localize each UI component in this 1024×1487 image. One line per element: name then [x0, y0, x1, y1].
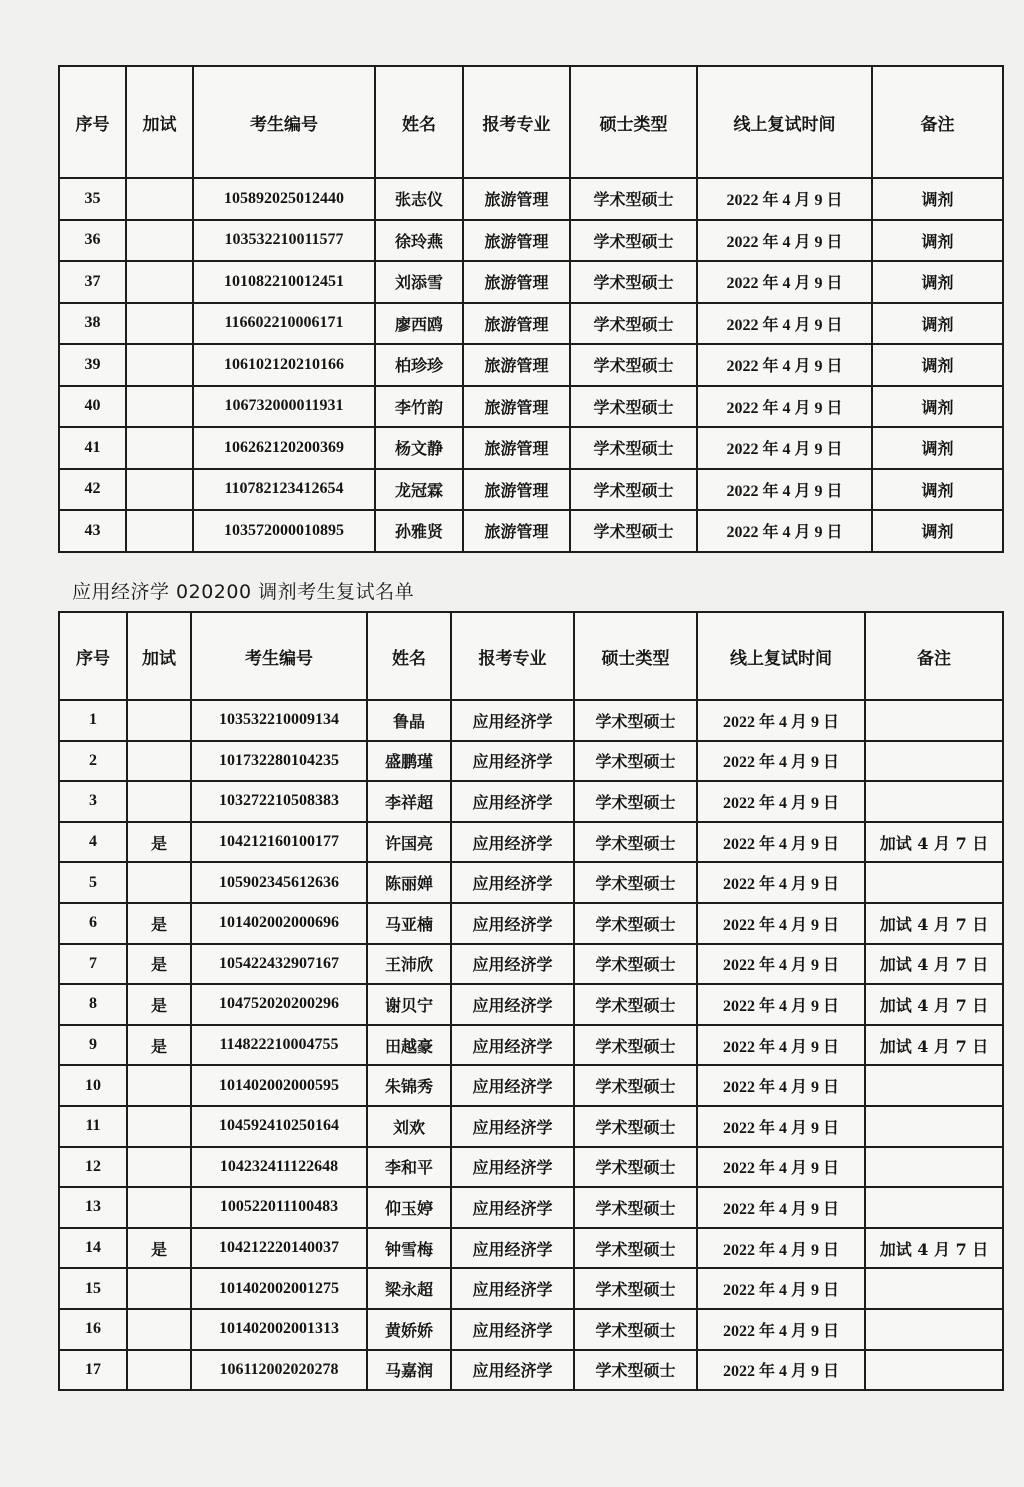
- cell-name: 许国亮: [367, 822, 451, 863]
- cell-remark: [865, 781, 1003, 822]
- table-row: [59, 427, 1003, 469]
- candidate-table-tourism: [58, 65, 1004, 553]
- cell-no: 42: [59, 469, 126, 511]
- cell-degree-type: 学术型硕士: [574, 1025, 697, 1066]
- cell-name: 李和平: [367, 1147, 451, 1188]
- cell-no: 2: [59, 741, 127, 782]
- cell-degree-type: 学术型硕士: [570, 510, 697, 552]
- cell-remark: 加试 4 月 7 日: [865, 1025, 1003, 1066]
- cell-no: 5: [59, 862, 127, 903]
- cell-extra-exam: [126, 178, 193, 220]
- table-row: [59, 386, 1003, 428]
- cell-interview-time: 2022 年 4 月 9 日: [697, 386, 872, 428]
- cell-no: 16: [59, 1309, 127, 1350]
- cell-candidate-id: 101732280104235: [191, 741, 367, 782]
- section-title: 应用经济学 020200 调剂考生复试名单: [72, 581, 415, 603]
- table-row: [59, 903, 1003, 944]
- cell-interview-time: 2022 年 4 月 9 日: [697, 1065, 865, 1106]
- cell-major: 应用经济学: [451, 1106, 574, 1147]
- table-row: [59, 1350, 1003, 1391]
- cell-major: 旅游管理: [463, 510, 570, 552]
- cell-interview-time: 2022 年 4 月 9 日: [697, 1268, 865, 1309]
- cell-major: 应用经济学: [451, 822, 574, 863]
- cell-name: 柏珍珍: [375, 344, 463, 386]
- cell-name: 李竹韵: [375, 386, 463, 428]
- cell-remark: 加试 4 月 7 日: [865, 1228, 1003, 1269]
- cell-degree-type: 学术型硕士: [570, 469, 697, 511]
- cell-extra-exam: 是: [127, 944, 191, 985]
- table-row: [59, 303, 1003, 345]
- cell-interview-time: 2022 年 4 月 9 日: [697, 903, 865, 944]
- cell-candidate-id: 103272210508383: [191, 781, 367, 822]
- cell-major: 旅游管理: [463, 427, 570, 469]
- cell-candidate-id: 105902345612636: [191, 862, 367, 903]
- cell-candidate-id: 100522011100483: [191, 1187, 367, 1228]
- cell-no: 10: [59, 1065, 127, 1106]
- cell-no: 37: [59, 261, 126, 303]
- cell-degree-type: 学术型硕士: [574, 1065, 697, 1106]
- cell-remark: 加试 4 月 7 日: [865, 822, 1003, 863]
- cell-name: 马嘉润: [367, 1350, 451, 1391]
- cell-no: 1: [59, 700, 127, 741]
- cell-major: 应用经济学: [451, 1309, 574, 1350]
- cell-interview-time: 2022 年 4 月 9 日: [697, 303, 872, 345]
- cell-candidate-id: 101402002001313: [191, 1309, 367, 1350]
- cell-interview-time: 2022 年 4 月 9 日: [697, 984, 865, 1025]
- cell-remark: 调剂: [872, 261, 1003, 303]
- cell-major: 旅游管理: [463, 386, 570, 428]
- cell-name: 马亚楠: [367, 903, 451, 944]
- cell-degree-type: 学术型硕士: [574, 1309, 697, 1350]
- cell-name: 梁永超: [367, 1268, 451, 1309]
- cell-remark: [865, 741, 1003, 782]
- table-body: [59, 700, 1003, 1390]
- cell-degree-type: 学术型硕士: [570, 344, 697, 386]
- cell-major: 应用经济学: [451, 781, 574, 822]
- cell-name: 李祥超: [367, 781, 451, 822]
- cell-interview-time: 2022 年 4 月 9 日: [697, 1025, 865, 1066]
- cell-remark: [865, 1147, 1003, 1188]
- cell-candidate-id: 110782123412654: [193, 469, 375, 511]
- cell-no: 36: [59, 220, 126, 262]
- cell-candidate-id: 101402002001275: [191, 1268, 367, 1309]
- cell-name: 朱锦秀: [367, 1065, 451, 1106]
- cell-candidate-id: 104752020200296: [191, 984, 367, 1025]
- cell-degree-type: 学术型硕士: [570, 303, 697, 345]
- cell-extra-exam: [127, 700, 191, 741]
- cell-no: 39: [59, 344, 126, 386]
- table-row: [59, 1065, 1003, 1106]
- cell-major: 应用经济学: [451, 1228, 574, 1269]
- cell-candidate-id: 104212220140037: [191, 1228, 367, 1269]
- cell-extra-exam: [127, 1065, 191, 1106]
- cell-remark: 调剂: [872, 386, 1003, 428]
- cell-extra-exam: [126, 220, 193, 262]
- cell-no: 43: [59, 510, 126, 552]
- cell-remark: 调剂: [872, 510, 1003, 552]
- cell-extra-exam: [127, 781, 191, 822]
- cell-degree-type: 学术型硕士: [574, 1147, 697, 1188]
- cell-no: 35: [59, 178, 126, 220]
- cell-major: 应用经济学: [451, 1268, 574, 1309]
- header-no: 序号: [59, 612, 127, 700]
- cell-remark: [865, 1268, 1003, 1309]
- cell-candidate-id: 104212160100177: [191, 822, 367, 863]
- cell-degree-type: 学术型硕士: [574, 781, 697, 822]
- cell-no: 13: [59, 1187, 127, 1228]
- cell-degree-type: 学术型硕士: [574, 1350, 697, 1391]
- cell-remark: 调剂: [872, 344, 1003, 386]
- cell-degree-type: 学术型硕士: [574, 944, 697, 985]
- cell-interview-time: 2022 年 4 月 9 日: [697, 220, 872, 262]
- header-interview-time: 线上复试时间: [697, 66, 872, 178]
- cell-candidate-id: 116602210006171: [193, 303, 375, 345]
- cell-major: 应用经济学: [451, 700, 574, 741]
- cell-candidate-id: 105422432907167: [191, 944, 367, 985]
- cell-extra-exam: [126, 510, 193, 552]
- cell-degree-type: 学术型硕士: [574, 903, 697, 944]
- table-row: [59, 220, 1003, 262]
- cell-interview-time: 2022 年 4 月 9 日: [697, 469, 872, 511]
- cell-name: 刘添雪: [375, 261, 463, 303]
- cell-major: 旅游管理: [463, 469, 570, 511]
- cell-major: 旅游管理: [463, 261, 570, 303]
- cell-candidate-id: 104592410250164: [191, 1106, 367, 1147]
- cell-no: 11: [59, 1106, 127, 1147]
- cell-extra-exam: 是: [127, 984, 191, 1025]
- cell-interview-time: 2022 年 4 月 9 日: [697, 1147, 865, 1188]
- cell-interview-time: 2022 年 4 月 9 日: [697, 510, 872, 552]
- cell-major: 应用经济学: [451, 1025, 574, 1066]
- cell-interview-time: 2022 年 4 月 9 日: [697, 781, 865, 822]
- cell-extra-exam: [127, 1187, 191, 1228]
- cell-candidate-id: 103532210009134: [191, 700, 367, 741]
- cell-degree-type: 学术型硕士: [574, 1228, 697, 1269]
- cell-interview-time: 2022 年 4 月 9 日: [697, 261, 872, 303]
- cell-extra-exam: [126, 261, 193, 303]
- table-row: [59, 1268, 1003, 1309]
- table-row: [59, 1147, 1003, 1188]
- cell-remark: 调剂: [872, 469, 1003, 511]
- cell-major: 应用经济学: [451, 944, 574, 985]
- cell-interview-time: 2022 年 4 月 9 日: [697, 1187, 865, 1228]
- cell-extra-exam: 是: [127, 1228, 191, 1269]
- cell-interview-time: 2022 年 4 月 9 日: [697, 1350, 865, 1391]
- cell-no: 9: [59, 1025, 127, 1066]
- cell-interview-time: 2022 年 4 月 9 日: [697, 822, 865, 863]
- table-header-row: [59, 612, 1003, 700]
- cell-remark: [865, 1187, 1003, 1228]
- header-name: 姓名: [367, 612, 451, 700]
- cell-extra-exam: [127, 1350, 191, 1391]
- cell-extra-exam: [126, 469, 193, 511]
- cell-extra-exam: [126, 303, 193, 345]
- cell-major: 应用经济学: [451, 1065, 574, 1106]
- cell-degree-type: 学术型硕士: [574, 1268, 697, 1309]
- cell-no: 17: [59, 1350, 127, 1391]
- cell-candidate-id: 106102120210166: [193, 344, 375, 386]
- cell-candidate-id: 101402002000595: [191, 1065, 367, 1106]
- cell-extra-exam: 是: [127, 903, 191, 944]
- cell-major: 应用经济学: [451, 984, 574, 1025]
- cell-remark: [865, 1350, 1003, 1391]
- cell-extra-exam: [126, 386, 193, 428]
- cell-name: 王沛欣: [367, 944, 451, 985]
- cell-remark: [865, 1309, 1003, 1350]
- table-row: [59, 469, 1003, 511]
- cell-name: 陈丽婵: [367, 862, 451, 903]
- cell-interview-time: 2022 年 4 月 9 日: [697, 344, 872, 386]
- cell-name: 黄娇娇: [367, 1309, 451, 1350]
- cell-degree-type: 学术型硕士: [574, 1187, 697, 1228]
- header-interview-time: 线上复试时间: [697, 612, 865, 700]
- table-row: [59, 510, 1003, 552]
- cell-extra-exam: [127, 1106, 191, 1147]
- cell-extra-exam: [126, 344, 193, 386]
- cell-name: 鲁晶: [367, 700, 451, 741]
- cell-remark: 调剂: [872, 303, 1003, 345]
- cell-name: 廖西鸥: [375, 303, 463, 345]
- cell-major: 应用经济学: [451, 862, 574, 903]
- cell-extra-exam: 是: [127, 822, 191, 863]
- table-row: [59, 822, 1003, 863]
- cell-remark: 调剂: [872, 178, 1003, 220]
- cell-remark: 调剂: [872, 427, 1003, 469]
- cell-interview-time: 2022 年 4 月 9 日: [697, 1106, 865, 1147]
- cell-interview-time: 2022 年 4 月 9 日: [697, 1228, 865, 1269]
- cell-major: 应用经济学: [451, 903, 574, 944]
- cell-name: 钟雪梅: [367, 1228, 451, 1269]
- header-remark: 备注: [865, 612, 1003, 700]
- cell-remark: 调剂: [872, 220, 1003, 262]
- cell-no: 3: [59, 781, 127, 822]
- cell-degree-type: 学术型硕士: [574, 1106, 697, 1147]
- cell-no: 8: [59, 984, 127, 1025]
- table-row: [59, 741, 1003, 782]
- cell-interview-time: 2022 年 4 月 9 日: [697, 700, 865, 741]
- table-row: [59, 344, 1003, 386]
- cell-degree-type: 学术型硕士: [574, 700, 697, 741]
- header-candidate-id: 考生编号: [193, 66, 375, 178]
- cell-candidate-id: 103532210011577: [193, 220, 375, 262]
- table-row: [59, 862, 1003, 903]
- cell-extra-exam: [127, 1309, 191, 1350]
- cell-degree-type: 学术型硕士: [574, 822, 697, 863]
- cell-name: 徐玲燕: [375, 220, 463, 262]
- cell-candidate-id: 104232411122648: [191, 1147, 367, 1188]
- cell-major: 旅游管理: [463, 344, 570, 386]
- cell-name: 刘欢: [367, 1106, 451, 1147]
- cell-name: 张志仪: [375, 178, 463, 220]
- cell-candidate-id: 106262120200369: [193, 427, 375, 469]
- cell-candidate-id: 114822210004755: [191, 1025, 367, 1066]
- cell-major: 应用经济学: [451, 1147, 574, 1188]
- cell-name: 龙冠霖: [375, 469, 463, 511]
- cell-candidate-id: 106732000011931: [193, 386, 375, 428]
- cell-degree-type: 学术型硕士: [570, 386, 697, 428]
- header-extra-exam: 加试: [127, 612, 191, 700]
- cell-candidate-id: 105892025012440: [193, 178, 375, 220]
- cell-interview-time: 2022 年 4 月 9 日: [697, 862, 865, 903]
- table-row: [59, 1025, 1003, 1066]
- cell-name: 盛鹏瑾: [367, 741, 451, 782]
- table-row: [59, 984, 1003, 1025]
- cell-name: 仰玉婷: [367, 1187, 451, 1228]
- table-header-row: [59, 66, 1003, 178]
- candidate-table-applied-economics: [58, 611, 1004, 1391]
- cell-interview-time: 2022 年 4 月 9 日: [697, 944, 865, 985]
- cell-extra-exam: [127, 1268, 191, 1309]
- header-extra-exam: 加试: [126, 66, 193, 178]
- cell-degree-type: 学术型硕士: [570, 220, 697, 262]
- cell-degree-type: 学术型硕士: [574, 862, 697, 903]
- cell-remark: [865, 862, 1003, 903]
- cell-extra-exam: 是: [127, 1025, 191, 1066]
- cell-remark: [865, 1065, 1003, 1106]
- cell-no: 40: [59, 386, 126, 428]
- table-row: [59, 944, 1003, 985]
- cell-name: 杨文静: [375, 427, 463, 469]
- cell-degree-type: 学术型硕士: [574, 984, 697, 1025]
- cell-degree-type: 学术型硕士: [570, 261, 697, 303]
- table-row: [59, 1228, 1003, 1269]
- cell-candidate-id: 106112002020278: [191, 1350, 367, 1391]
- cell-no: 14: [59, 1228, 127, 1269]
- header-candidate-id: 考生编号: [191, 612, 367, 700]
- cell-interview-time: 2022 年 4 月 9 日: [697, 741, 865, 782]
- header-major: 报考专业: [451, 612, 574, 700]
- header-degree-type: 硕士类型: [574, 612, 697, 700]
- cell-degree-type: 学术型硕士: [570, 178, 697, 220]
- cell-degree-type: 学术型硕士: [574, 741, 697, 782]
- table-row: [59, 781, 1003, 822]
- header-name: 姓名: [375, 66, 463, 178]
- cell-major: 旅游管理: [463, 220, 570, 262]
- cell-remark: 加试 4 月 7 日: [865, 984, 1003, 1025]
- table-row: [59, 1106, 1003, 1147]
- cell-no: 15: [59, 1268, 127, 1309]
- table-row: [59, 1187, 1003, 1228]
- cell-remark: [865, 700, 1003, 741]
- header-remark: 备注: [872, 66, 1003, 178]
- cell-degree-type: 学术型硕士: [570, 427, 697, 469]
- cell-remark: 加试 4 月 7 日: [865, 903, 1003, 944]
- table-row: [59, 1309, 1003, 1350]
- cell-name: 田越豪: [367, 1025, 451, 1066]
- cell-candidate-id: 103572000010895: [193, 510, 375, 552]
- cell-name: 孙雅贤: [375, 510, 463, 552]
- cell-candidate-id: 101082210012451: [193, 261, 375, 303]
- cell-major: 旅游管理: [463, 178, 570, 220]
- cell-major: 应用经济学: [451, 1350, 574, 1391]
- table-body: [59, 178, 1003, 552]
- cell-no: 6: [59, 903, 127, 944]
- cell-interview-time: 2022 年 4 月 9 日: [697, 1309, 865, 1350]
- cell-name: 谢贝宁: [367, 984, 451, 1025]
- cell-no: 41: [59, 427, 126, 469]
- cell-extra-exam: [127, 862, 191, 903]
- cell-interview-time: 2022 年 4 月 9 日: [697, 427, 872, 469]
- cell-extra-exam: [126, 427, 193, 469]
- header-major: 报考专业: [463, 66, 570, 178]
- cell-no: 7: [59, 944, 127, 985]
- cell-extra-exam: [127, 1147, 191, 1188]
- cell-no: 12: [59, 1147, 127, 1188]
- cell-major: 旅游管理: [463, 303, 570, 345]
- cell-interview-time: 2022 年 4 月 9 日: [697, 178, 872, 220]
- cell-major: 应用经济学: [451, 741, 574, 782]
- cell-major: 应用经济学: [451, 1187, 574, 1228]
- cell-no: 38: [59, 303, 126, 345]
- table-row: [59, 700, 1003, 741]
- cell-remark: [865, 1106, 1003, 1147]
- cell-candidate-id: 101402002000696: [191, 903, 367, 944]
- cell-remark: 加试 4 月 7 日: [865, 944, 1003, 985]
- cell-no: 4: [59, 822, 127, 863]
- header-degree-type: 硕士类型: [570, 66, 697, 178]
- table-row: [59, 178, 1003, 220]
- table-row: [59, 261, 1003, 303]
- header-no: 序号: [59, 66, 126, 178]
- cell-extra-exam: [127, 741, 191, 782]
